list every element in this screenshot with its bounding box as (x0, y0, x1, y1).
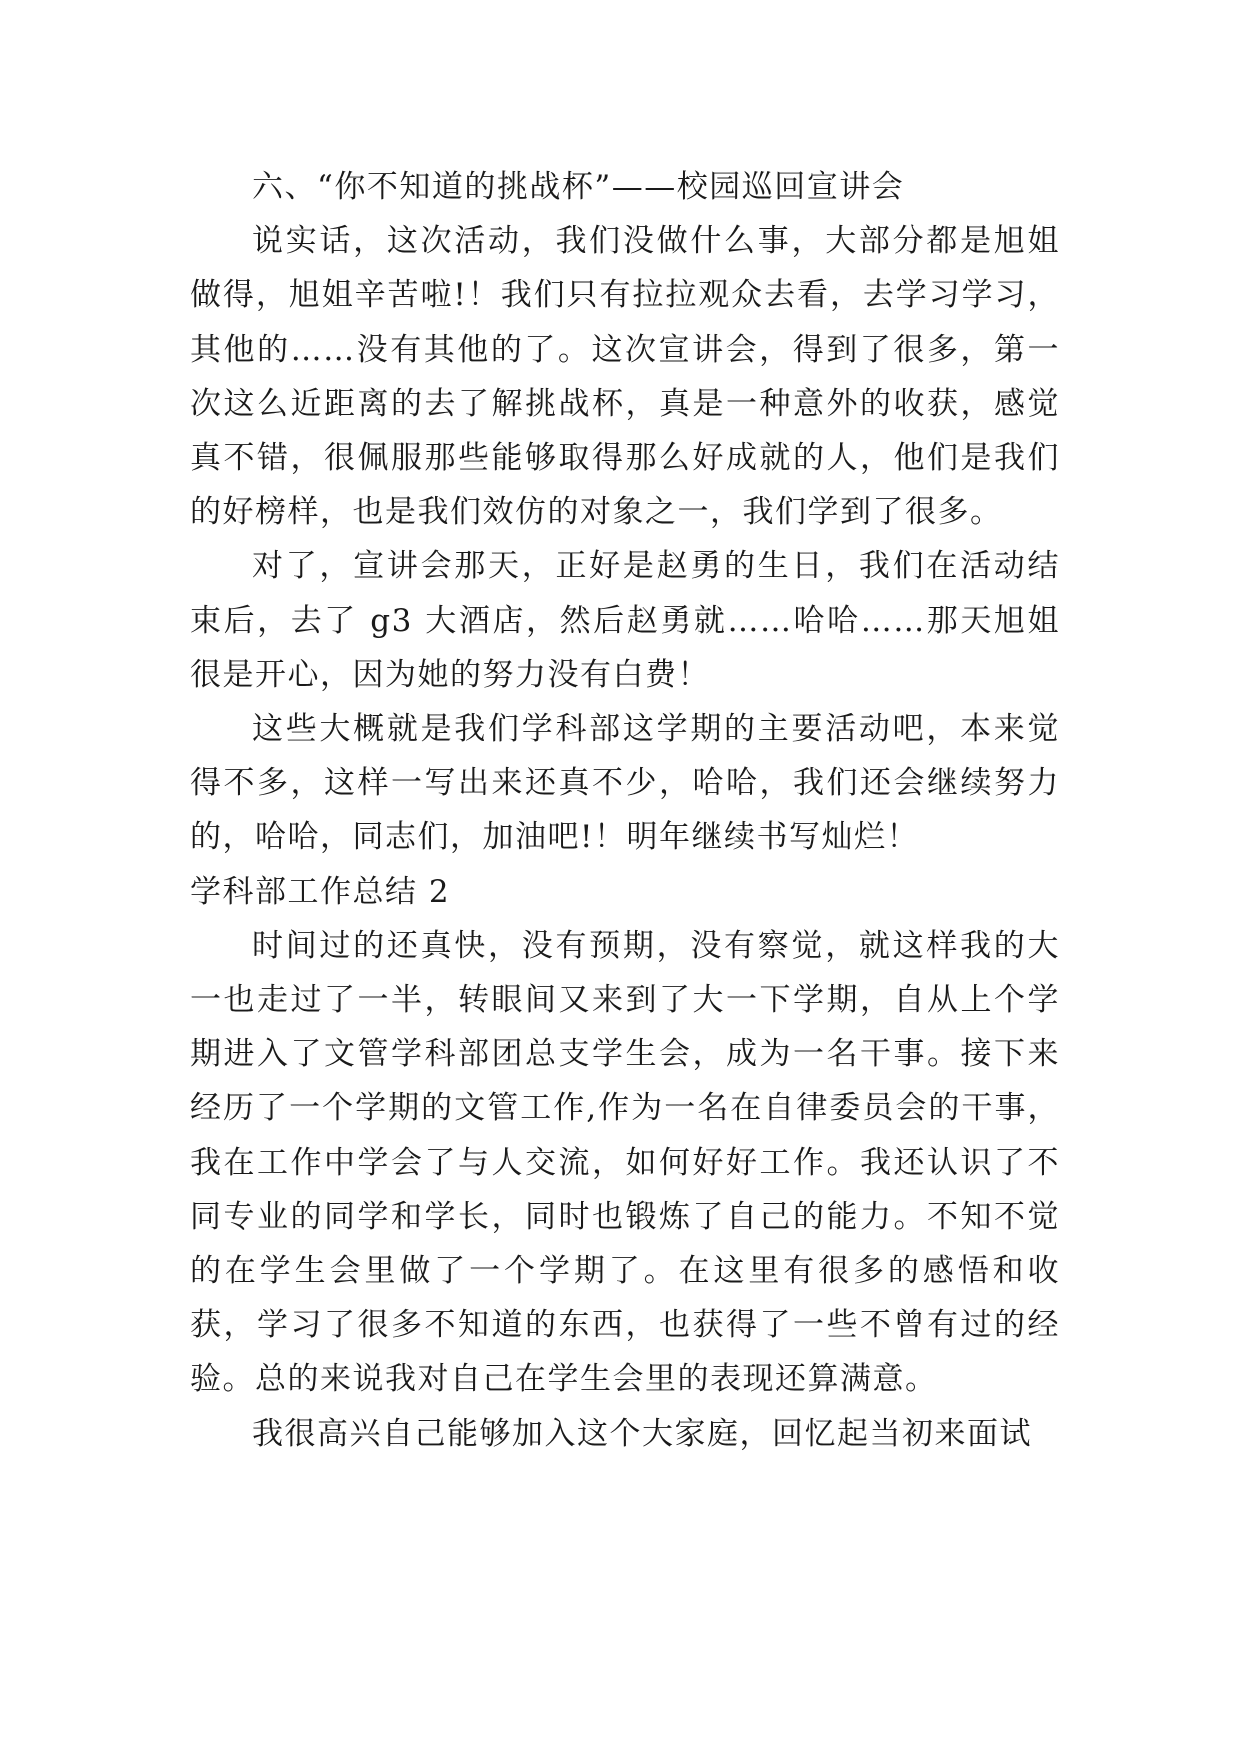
section-six-title: 六、“你不知道的挑战杯”——校园巡回宣讲会 (252, 169, 905, 205)
document-body (190, 160, 1060, 1461)
paragraph-birthday: 对了，宣讲会那天，正好是赵勇的生日，我们在活动结束后，去了 g3 大酒店，然后赵勇就……哈哈……那天旭姐很是开心，因为她的努力没有白费！ (190, 548, 1060, 693)
paragraph-semester-wrapup: 这些大概就是我们学科部这学期的主要活动吧，本来觉得不多，这样一写出来还真不少，哈哈，我们还会继续努力的，哈哈，同志们，加油吧!！明年继续书写灿烂！ (190, 711, 1060, 856)
paragraph-joining-family: 我很高兴自己能够加入这个大家庭，回忆起当初来面试 (252, 1415, 1032, 1452)
paragraph-time-flies: 时间过的还真快，没有预期，没有察觉，就这样我的大一也走过了一半，转眼间又来到了大一下学期，自从上个学期进入了文管学科部团总支学生会，成为一名干事。接下来经历了一个学期的文管工作,作为一名在自律委员会的干事，我在工作中学会了与人交流，如何好好工作。我还认识了不同专业的同学和学长，同时也锻炼了自己的能力。不知不觉的在学生会里做了一个学期了。在这里有很多的感悟和收获，学习了很多不知道的东西，也获得了一些不曾有过的经验。总的来说我对自己在学生会里的表现还算满意。 (190, 927, 1060, 1398)
summary-title: 学科部工作总结 2 (190, 873, 451, 910)
paragraph-activity-reflection: 说实话，这次活动，我们没做什么事，大部分都是旭姐做得，旭姐辛苦啦!！我们只有拉拉观众去看，去学习学习，其他的……没有其他的了。这次宣讲会，得到了很多，第一次这么近距离的去了解挑战杯，真是一种意外的收获，感觉真不错，很佩服那些能够取得那么好成就的人，他们是我们的好榜样，也是我们效仿的对象之一，我们学到了很多。 (190, 223, 1060, 531)
